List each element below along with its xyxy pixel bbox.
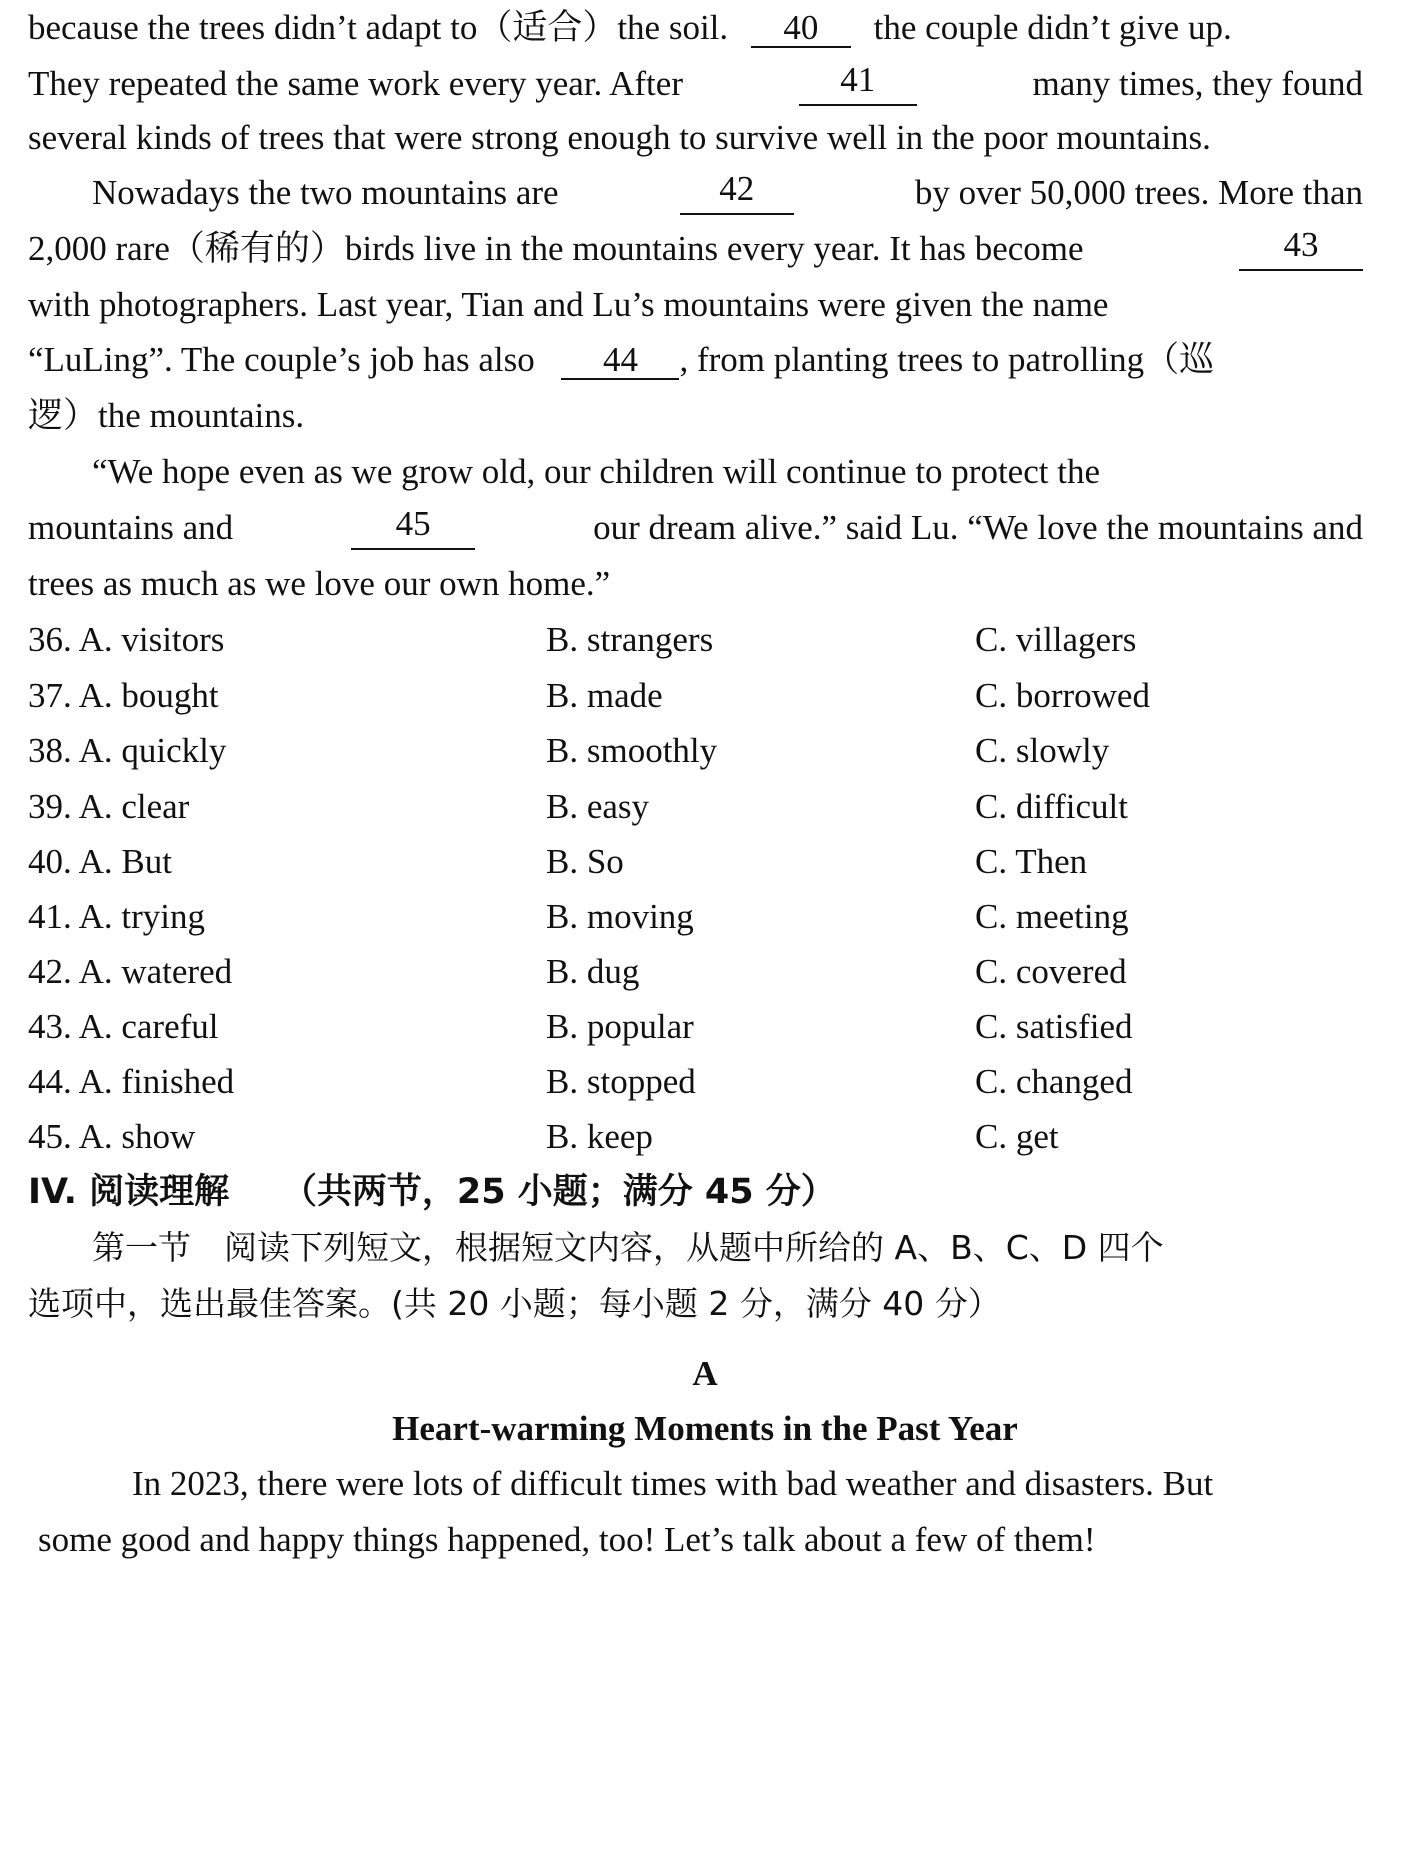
option-a: 44. A. finished: [28, 1062, 235, 1101]
option-c: C. slowly: [975, 731, 1110, 770]
option-b: B. smoothly: [546, 731, 718, 770]
passage-line: [28, 6, 1363, 50]
passage-line: [28, 338, 1363, 382]
passage-text: the couple didn’t give up.: [873, 8, 1232, 47]
option-c: C. get: [975, 1117, 1059, 1156]
passage-line: several kinds of trees that were strong enough to survive well in the poor mountains.: [28, 118, 1211, 157]
option-b: B. stopped: [546, 1062, 696, 1101]
blank-45: 45: [351, 506, 475, 550]
passage-line: [28, 62, 1363, 106]
option-a: 37. A. bought: [28, 676, 219, 715]
option-c: C. meeting: [975, 897, 1129, 936]
passage-line: [28, 506, 1363, 550]
passage-line: with photographers. Last year, Tian and Lu’s mountains were given the name: [28, 285, 1109, 324]
article-line: In 2023, there were lots of difficult times with bad weather and disasters. But: [132, 1464, 1214, 1503]
passage-text: “LuLing”. The couple’s job has also: [28, 340, 535, 379]
blank-42: 42: [680, 171, 794, 215]
option-a: 38. A. quickly: [28, 731, 227, 770]
option-b: B. dug: [546, 952, 640, 991]
option-b: B. So: [546, 842, 624, 881]
option-b: B. strangers: [546, 620, 714, 659]
section-subtitle: （共两节，25 小题；满分 45 分）: [281, 1172, 836, 1212]
passage-text: because the trees didn’t adapt to（适合）the soil.: [28, 8, 729, 47]
passage-text: by over 50,000 trees. More than: [914, 173, 1363, 212]
option-b: B. made: [546, 676, 663, 715]
option-c: C. borrowed: [975, 676, 1150, 715]
option-c: C. villagers: [975, 620, 1137, 659]
article-title: Heart-warming Moments in the Past Year: [392, 1409, 1018, 1448]
passage-line: trees as much as we love our own home.”: [28, 564, 611, 603]
blank-40: 40: [751, 10, 851, 48]
blank-43: 43: [1239, 227, 1363, 271]
option-c: C. difficult: [975, 787, 1128, 826]
instruction-line: 第一节 阅读下列短文，根据短文内容，从题中所给的 A、B、C、D 四个: [92, 1228, 1164, 1267]
option-a: 36. A. visitors: [28, 620, 225, 659]
passage-line: [92, 171, 1363, 215]
option-b: B. easy: [546, 787, 650, 826]
option-a: 39. A. clear: [28, 787, 190, 826]
option-c: C. changed: [975, 1062, 1133, 1101]
option-a: 43. A. careful: [28, 1007, 219, 1046]
article-letter: A: [692, 1354, 718, 1393]
passage-text: 2,000 rare（稀有的）birds live in the mountains every year. It has become: [28, 229, 1084, 268]
article-line: some good and happy things happened, too! Let’s talk about a few of them!: [38, 1520, 1096, 1559]
option-a: 40. A. But: [28, 842, 172, 881]
passage-line: [28, 227, 1363, 271]
option-c: C. satisfied: [975, 1007, 1133, 1046]
section-heading: [28, 1170, 836, 1214]
passage-line: “We hope even as we grow old, our children will continue to protect the: [92, 452, 1100, 491]
passage-text: mountains and: [28, 508, 234, 547]
option-b: B. moving: [546, 897, 694, 936]
passage-text: many times, they found: [1032, 64, 1363, 103]
passage-text: , from planting trees to patrolling（巡: [679, 340, 1215, 379]
passage-text: They repeated the same work every year. After: [28, 64, 683, 103]
option-a: 42. A. watered: [28, 952, 233, 991]
option-c: C. Then: [975, 842, 1088, 881]
passage-line: 逻）the mountains.: [28, 396, 305, 435]
blank-44: 44: [561, 342, 679, 380]
option-b: B. popular: [546, 1007, 694, 1046]
section-title: IV. 阅读理解: [28, 1172, 230, 1212]
option-b: B. keep: [546, 1117, 653, 1156]
option-a: 45. A. show: [28, 1117, 196, 1156]
option-c: C. covered: [975, 952, 1127, 991]
instruction-line: 选项中，选出最佳答案。(共 20 小题；每小题 2 分，满分 40 分）: [28, 1284, 1001, 1323]
option-a: 41. A. trying: [28, 897, 205, 936]
blank-41: 41: [799, 62, 917, 106]
passage-text: our dream alive.” said Lu. “We love the mountains and: [593, 508, 1363, 547]
passage-text: Nowadays the two mountains are: [92, 173, 559, 212]
